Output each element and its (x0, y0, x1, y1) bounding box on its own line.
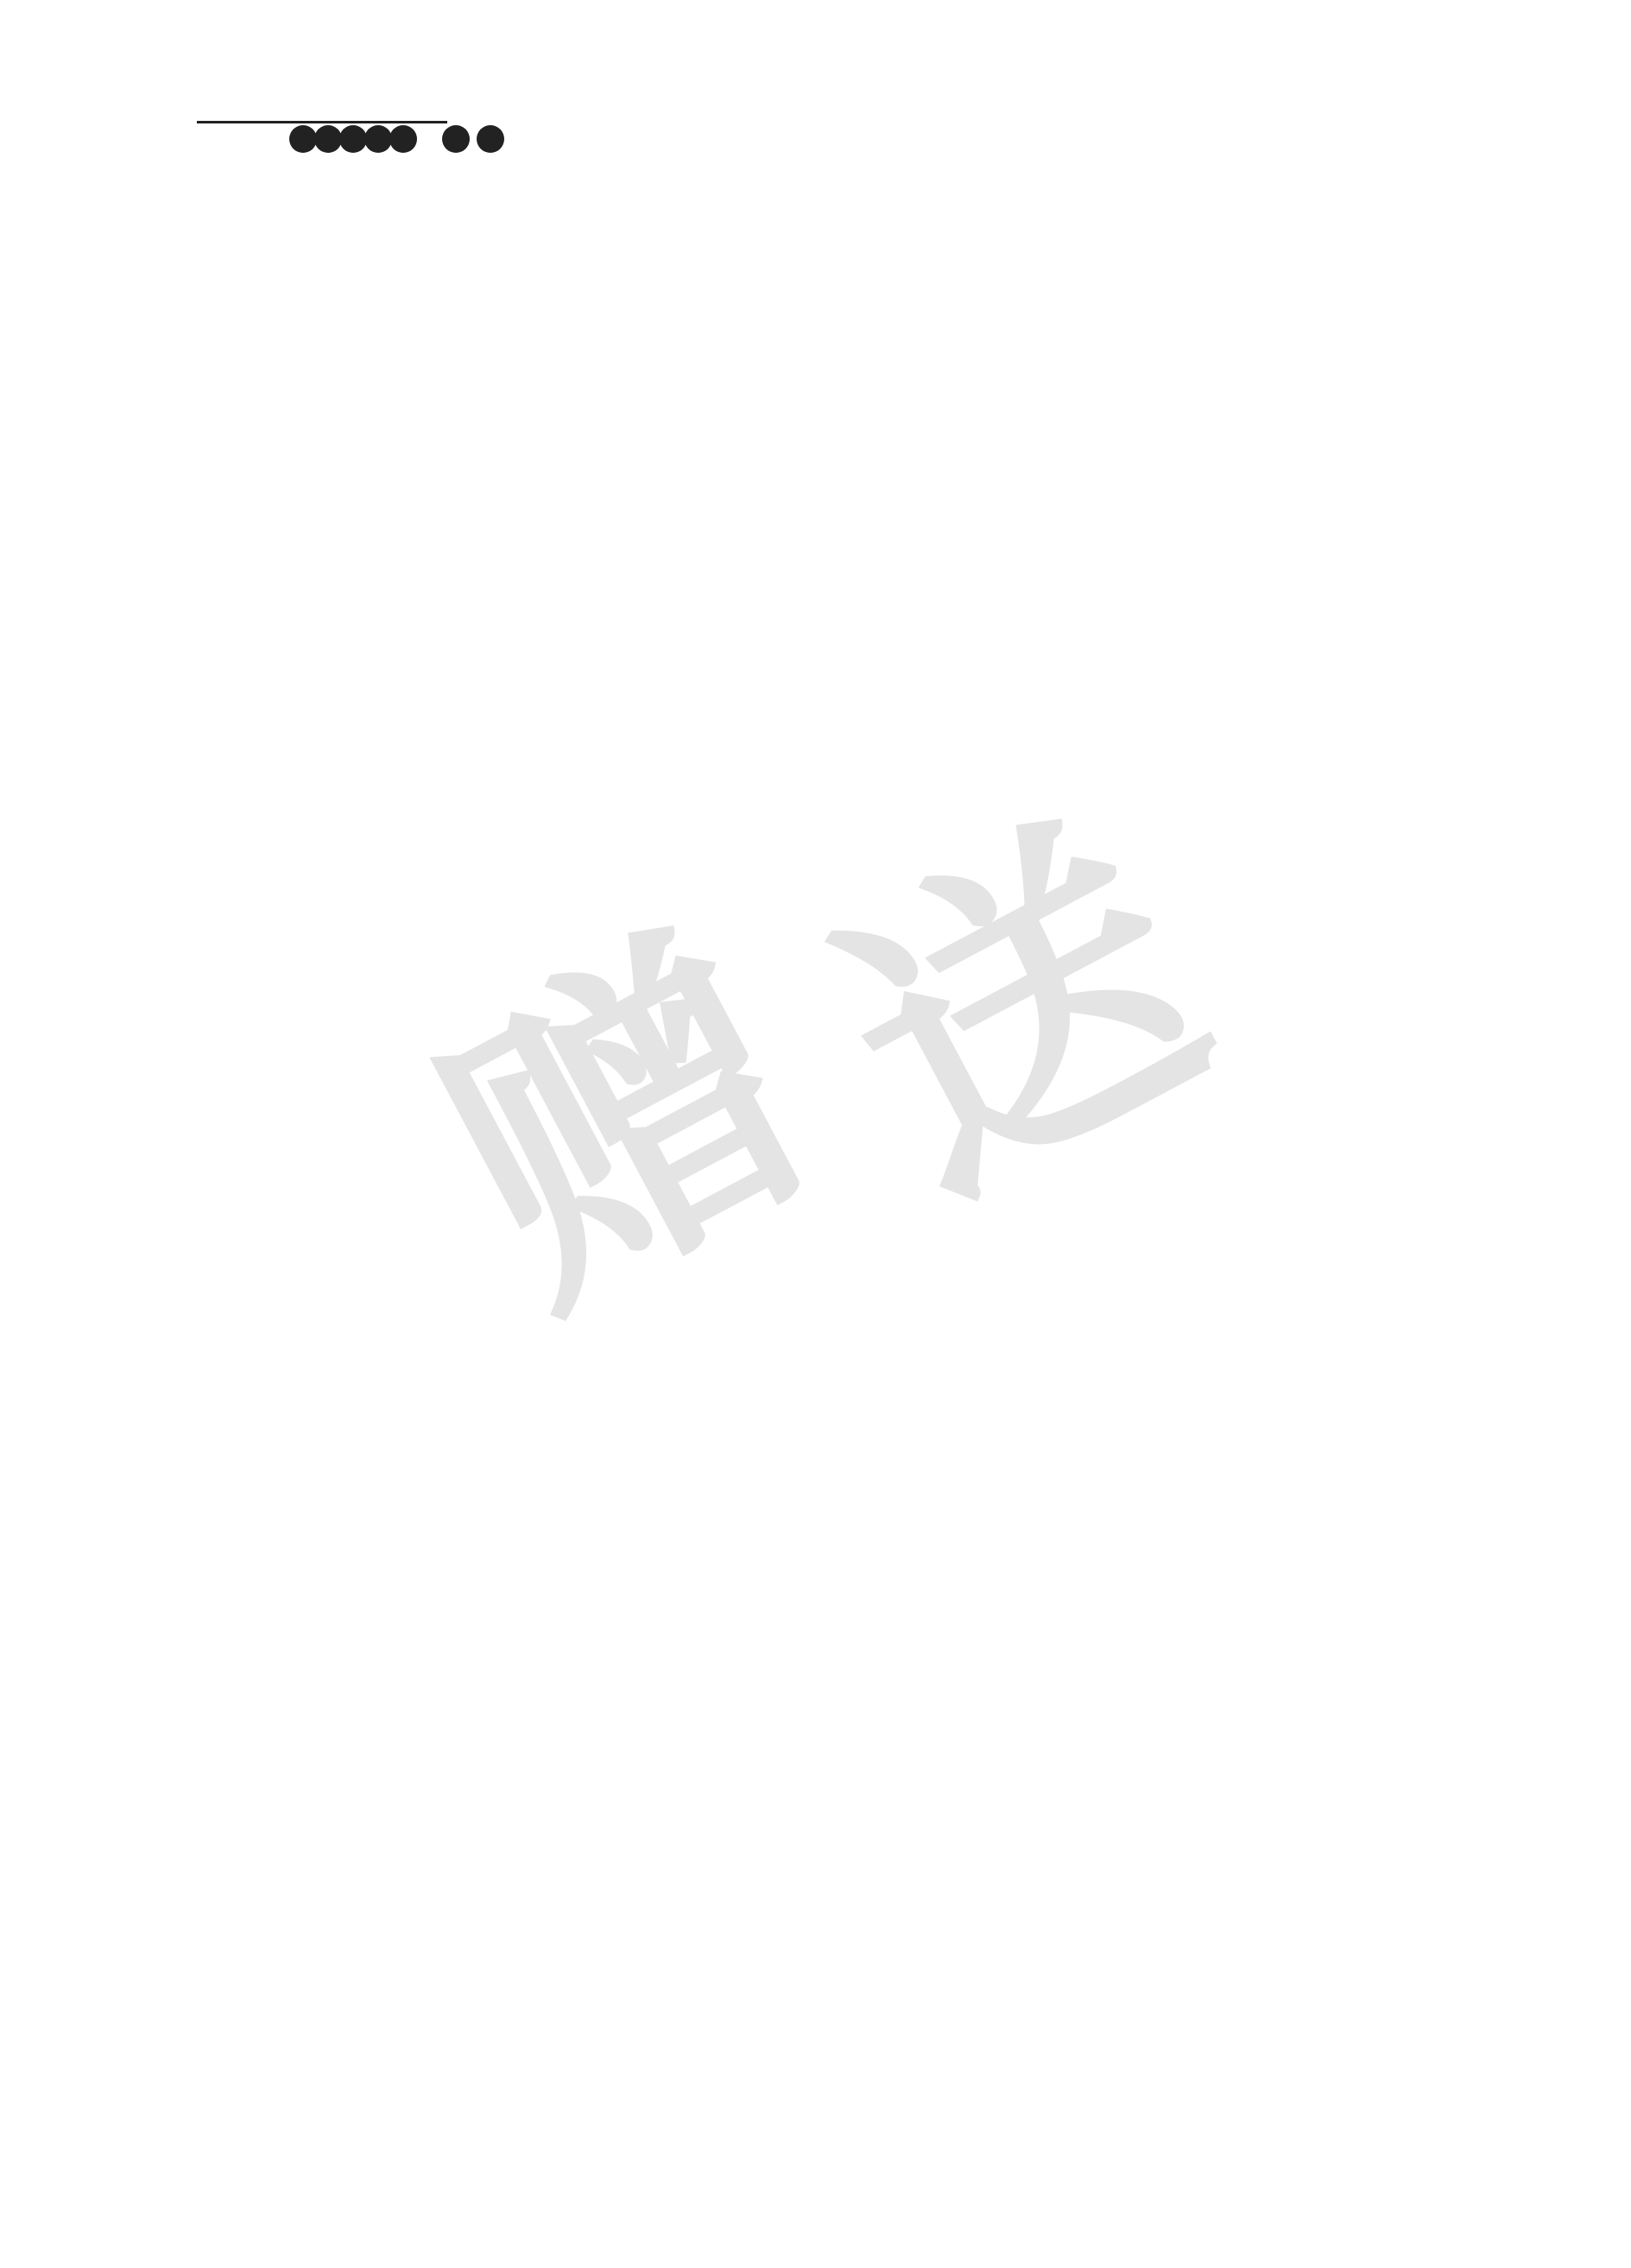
answer-item (539, 449, 547, 483)
volume-suffix-badge (477, 125, 504, 153)
answer-item (321, 449, 330, 483)
answer-item (446, 449, 454, 483)
series-badge (289, 125, 414, 153)
midterm-s1-row (197, 449, 601, 483)
answer-item (352, 449, 361, 483)
watermark-center-1: 赠 (391, 877, 862, 1370)
answer-item (290, 449, 299, 483)
watermark-center-2: 送 (788, 765, 1259, 1258)
answer-item (383, 449, 392, 483)
answer-item (508, 449, 516, 483)
answer-item (197, 449, 205, 483)
answer-item (228, 449, 237, 483)
header-rule (197, 121, 447, 123)
volume-badge (442, 125, 470, 153)
answer-item (414, 449, 423, 483)
header-subtitle (289, 125, 504, 153)
answer-item (477, 449, 485, 483)
answer-item (570, 449, 578, 483)
answer-item (259, 449, 268, 483)
